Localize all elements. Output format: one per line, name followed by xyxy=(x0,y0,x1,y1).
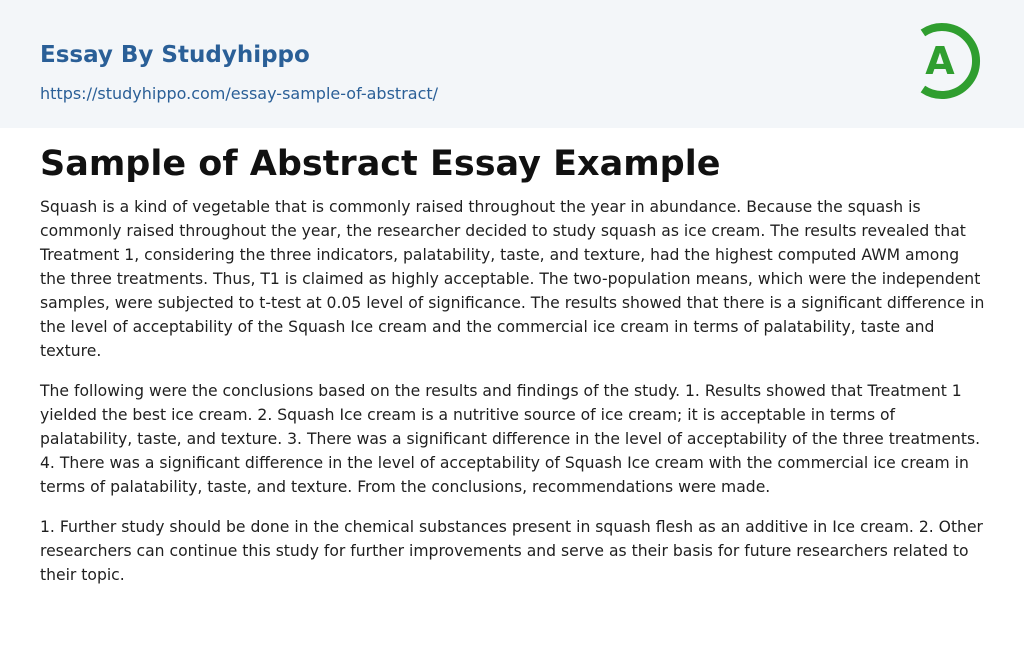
site-brand[interactable]: Essay By Studyhippo xyxy=(40,42,310,68)
essay-body xyxy=(40,195,988,603)
logo-letter: A xyxy=(925,39,955,83)
essay-paragraph-2: The following were the conclusions based on the results and findings of the study. 1. Results showed that Treatment 1 yielded the best ice cream. 2. Squash Ice cream is a nutritive source of ice cream; it is acceptable in terms of palatability, taste, and texture. 3. There was a significant difference in the level of acceptability of the three treatments. 4. There was a significant difference in the level of acceptability of Squash Ice cream with the commercial ice cream in terms of palatability, taste, and texture. From the conclusions, recommendations were made. xyxy=(40,382,981,496)
page-header xyxy=(0,0,1024,128)
essay-paragraph-3: 1. Further study should be done in the chemical substances present in squash flesh as an additive in Ice cream. 2. Other researchers can continue this study for further improvements and serve as their basis for future researchers related to their topic. xyxy=(40,518,983,584)
article-url-link[interactable]: https://studyhippo.com/essay-sample-of-abstract/ xyxy=(40,84,439,103)
essay-paragraph-1: Squash is a kind of vegetable that is commonly raised throughout the year in abundance. Because the squash is commonly raised throughout the year, the researcher decided to study squash as ice cream. The results revealed that Treatment 1, considering the three indicators, palatability, taste, and texture, had the highest computed AWM among the three treatments. Thus, T1 is claimed as highly acceptable. The two-population means, which were the independent samples, were subjected to t-test at 0.05 level of significance. The results showed that there is a significant difference in the level of acceptability of the Squash Ice cream and the commercial ice cream in terms of palatability, taste and texture. xyxy=(40,198,985,360)
essay-title: Sample of Abstract Essay Example xyxy=(40,144,721,184)
studyhippo-logo-icon[interactable] xyxy=(912,18,986,104)
